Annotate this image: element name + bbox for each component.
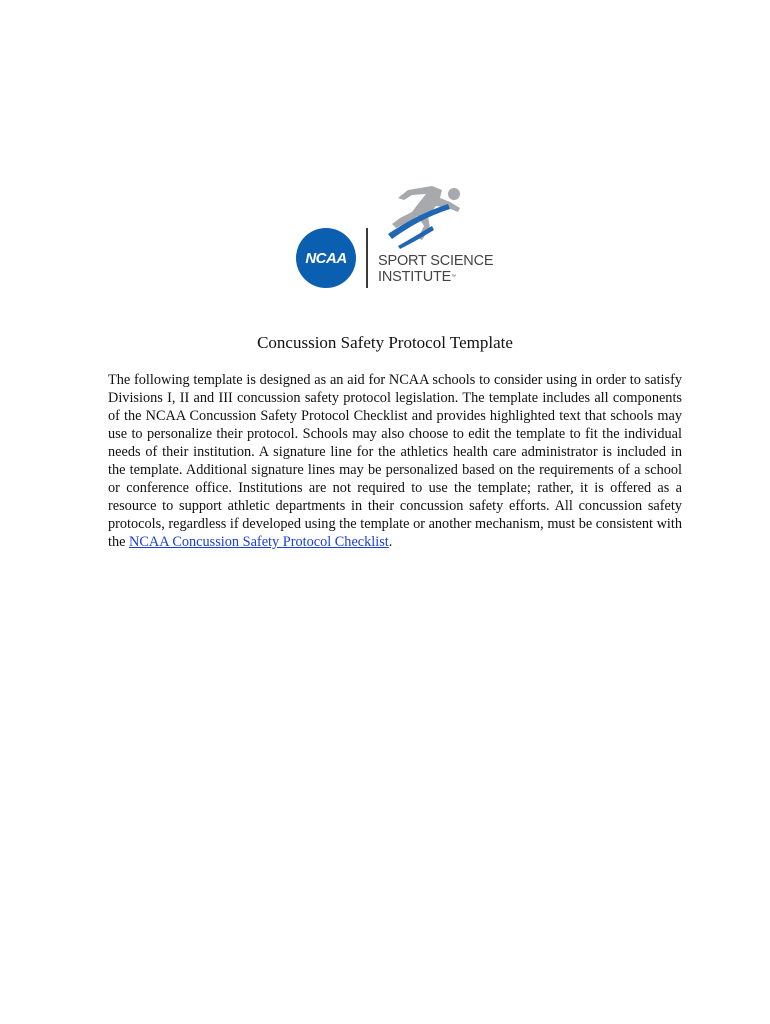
body-text: The following template is designed as an aid for NCAA schools to consider using in order to satisfy Divisions I, II and III concussion safety protocol legislation. The template includes all components of the NCAA Concussion Safety Protocol Checklist and provides highlighted text that schools may use to personalize their protocol. Schools may also choose to edit the template to fit the individual needs of their institution. A signature line for the athletics health care administrator is included in the template. Additional signature lines may be personalized based on the requirements of a school or conference office. Institutions are not required to use the template; rather, it is offered as a resource to support athletic departments in their concussion safety efforts. All concussion safety protocols, regardless if developed using the template or another mechanism, must be consistent with the [108, 372, 682, 550]
ncaa-wordmark: NCAA [305, 249, 347, 267]
runner-icon [378, 182, 468, 252]
ncaa-seal-icon [296, 228, 356, 288]
logo-divider [366, 228, 368, 288]
institute-line-2: INSTITUTE [378, 269, 452, 285]
document-body [108, 371, 682, 551]
institute-line-1: SPORT SCIENCE [378, 253, 494, 269]
checklist-link[interactable]: NCAA Concussion Safety Protocol Checklist [129, 534, 389, 550]
trademark-symbol: ™ [451, 274, 456, 280]
ncaa-ssi-logo [296, 182, 506, 290]
institute-wordmark [378, 253, 493, 285]
body-trailing-text: . [388, 534, 393, 550]
document-title: Concussion Safety Protocol Template [257, 333, 513, 352]
